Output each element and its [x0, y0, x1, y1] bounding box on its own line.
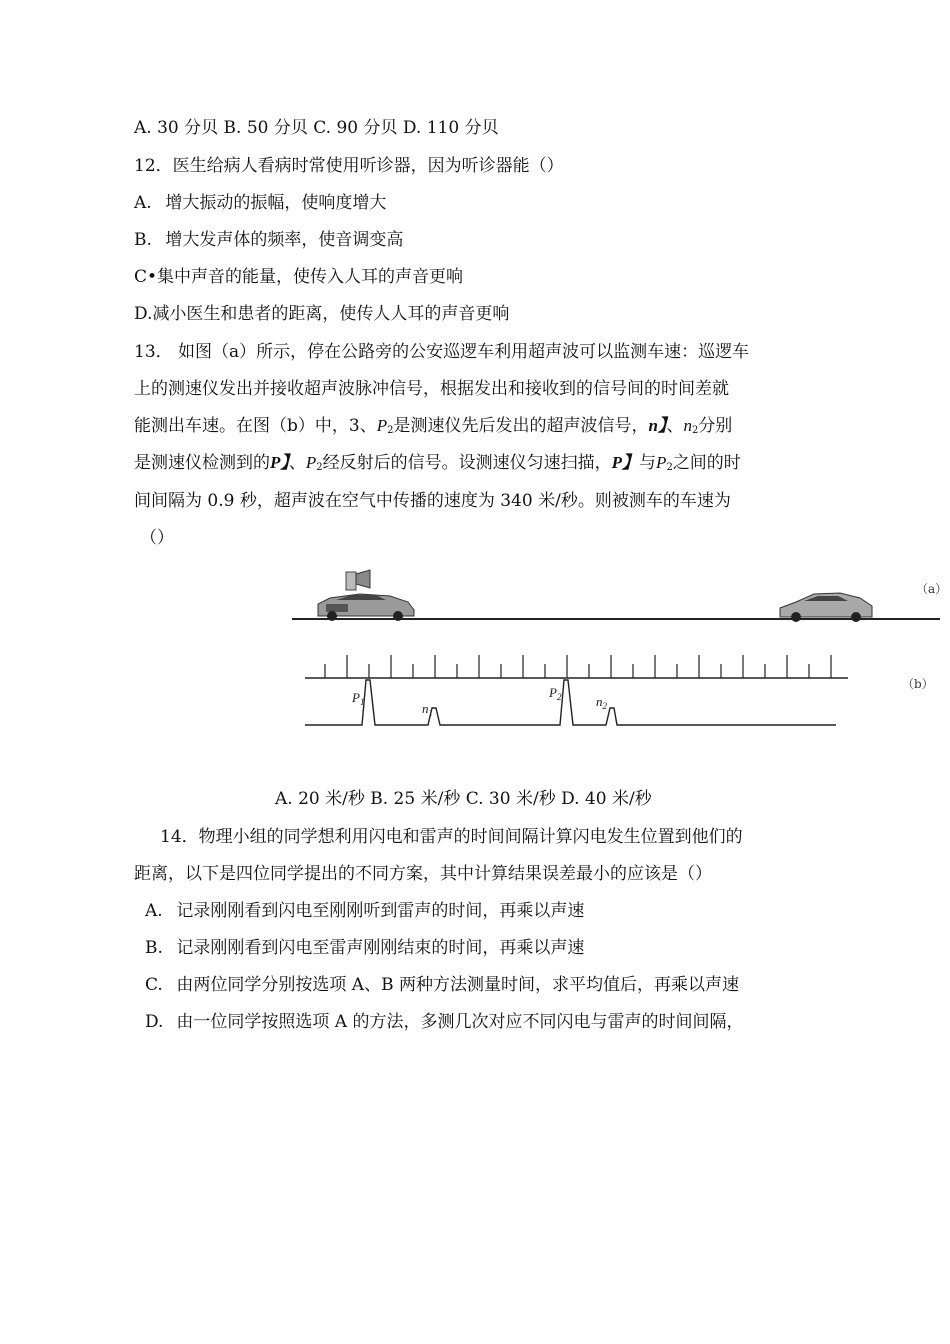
text-segment: 是测速仪检测到的 [134, 453, 270, 473]
text-segment: 、 [288, 453, 306, 473]
option-text: 增大振动的振幅，使响度增大 [165, 193, 387, 213]
symbol-p2: P [656, 453, 667, 472]
symbol-p2-subscript: 2 [666, 462, 673, 473]
symbol-p1: P】 [270, 453, 289, 472]
q14-option-a [145, 900, 584, 922]
p2-letter: P [549, 685, 557, 700]
option-label: A. [145, 901, 163, 921]
option-text: 记录刚刚看到闪电至雷声刚刚结束的时间，再乘以声速 [176, 938, 585, 958]
q12-option-b [134, 229, 403, 251]
option-text: 减小医生和患者的距离，使传人人耳的声音更响 [152, 304, 510, 324]
q13-line-5: 间间隔为 0.9 秒，超声波在空气中传播的速度为 340 米/秒。则被测车的车速为 [134, 491, 731, 511]
pulse-label-n1 [422, 701, 433, 718]
q12-option-c [134, 266, 463, 288]
text-segment: 经反射后的信号。设测速仪匀速扫描， [322, 453, 612, 473]
option-label: B. [145, 938, 163, 958]
n2-letter: n [596, 694, 603, 709]
option-text: 记录刚刚看到闪电至刚刚听到雷声的时间，再乘以声速 [176, 901, 585, 921]
text-segment: 与 [639, 453, 657, 473]
text-segment: 能测出车速。在图（b）中，3、 [134, 416, 377, 436]
q13-line-2: 上的测速仪发出并接收超声波脉冲信号，根据发出和接收到的信号间的时间差就 [134, 379, 729, 399]
text-segment: 分别 [698, 416, 733, 436]
symbol-p2-subscript: 2 [387, 425, 394, 436]
pulse-label-n2 [596, 694, 608, 711]
q13-line-4 [134, 452, 741, 479]
q13-line-3 [134, 415, 732, 442]
p1-letter: P [352, 690, 360, 705]
q14-option-d [145, 1011, 744, 1033]
symbol-p1: P】 [611, 453, 640, 472]
symbol-p2: P [376, 416, 388, 435]
q11-options: A. 30 分贝 B. 50 分贝 C. 90 分贝 D. 110 分贝 [134, 118, 499, 138]
figure-label-a: （a） [916, 582, 948, 596]
q14-line-2: 距离，以下是四位同学提出的不同方案，其中计算结果误差最小的应该是（） [134, 864, 712, 884]
text-segment: 是测速仪先后发出的超声波信号， [393, 416, 649, 436]
q14-line-1: 14．物理小组的同学想利用闪电和雷声的时间间隔计算闪电发生位置到他们的 [160, 827, 743, 847]
q13-line-6: （） [140, 528, 174, 548]
figure-label-b: （b） [902, 677, 934, 691]
n1-letter: n [422, 701, 429, 716]
text-segment: 之间的时 [672, 453, 741, 473]
q12-stem: 12．医生给病人看病时常使用听诊器，因为听诊器能（） [134, 156, 564, 176]
pulse-label-p2 [548, 685, 562, 702]
option-label: D. [134, 304, 153, 324]
symbol-n1: n】 [648, 416, 667, 435]
p1-subscript: 1 [359, 697, 365, 707]
pulse-label-p1 [351, 690, 364, 707]
q13-line-1: 13． 如图（a）所示，停在公路旁的公安巡逻车利用超声波可以监测车速：巡逻车 [134, 342, 750, 362]
option-text: 由两位同学分别按选项 A、B 两种方法测量时间，求平均值后，再乘以声速 [176, 975, 739, 995]
n2-subscript: 2 [602, 701, 607, 711]
option-label: C. [145, 975, 163, 995]
option-text: 由一位同学按照选项 A 的方法，多测几次对应不同闪电与雷声的时间间隔， [176, 1012, 744, 1032]
n1-subscript: 1 [428, 708, 433, 718]
option-label: D. [145, 1012, 164, 1032]
patrol-car-image [318, 570, 414, 621]
target-car-image [780, 593, 872, 622]
q12-option-d [134, 303, 509, 325]
time-axis-ticks [325, 655, 831, 678]
option-label: B. [134, 230, 152, 250]
symbol-n2: n [683, 416, 692, 435]
option-text: 集中声音的能量，使传入人耳的声音更响 [157, 267, 464, 287]
option-text: 增大发声体的频率，使音调变高 [165, 230, 404, 250]
q14-option-c [145, 974, 739, 996]
signal-trace [305, 680, 836, 725]
symbol-p2: P [305, 453, 317, 472]
q14-option-b [145, 937, 584, 959]
q13-options: A. 20 米/秒 B. 25 米/秒 C. 30 米/秒 D. 40 米/秒 [275, 789, 652, 809]
symbol-p2-subscript: 2 [316, 462, 323, 473]
text-segment: 、 [666, 416, 684, 436]
option-label: A. [134, 193, 152, 213]
p2-subscript: 2 [556, 692, 562, 702]
speed-measurement-figure [280, 560, 950, 740]
option-label: C• [134, 267, 158, 287]
symbol-n2-subscript: 2 [691, 425, 699, 436]
q12-option-a [134, 192, 386, 214]
